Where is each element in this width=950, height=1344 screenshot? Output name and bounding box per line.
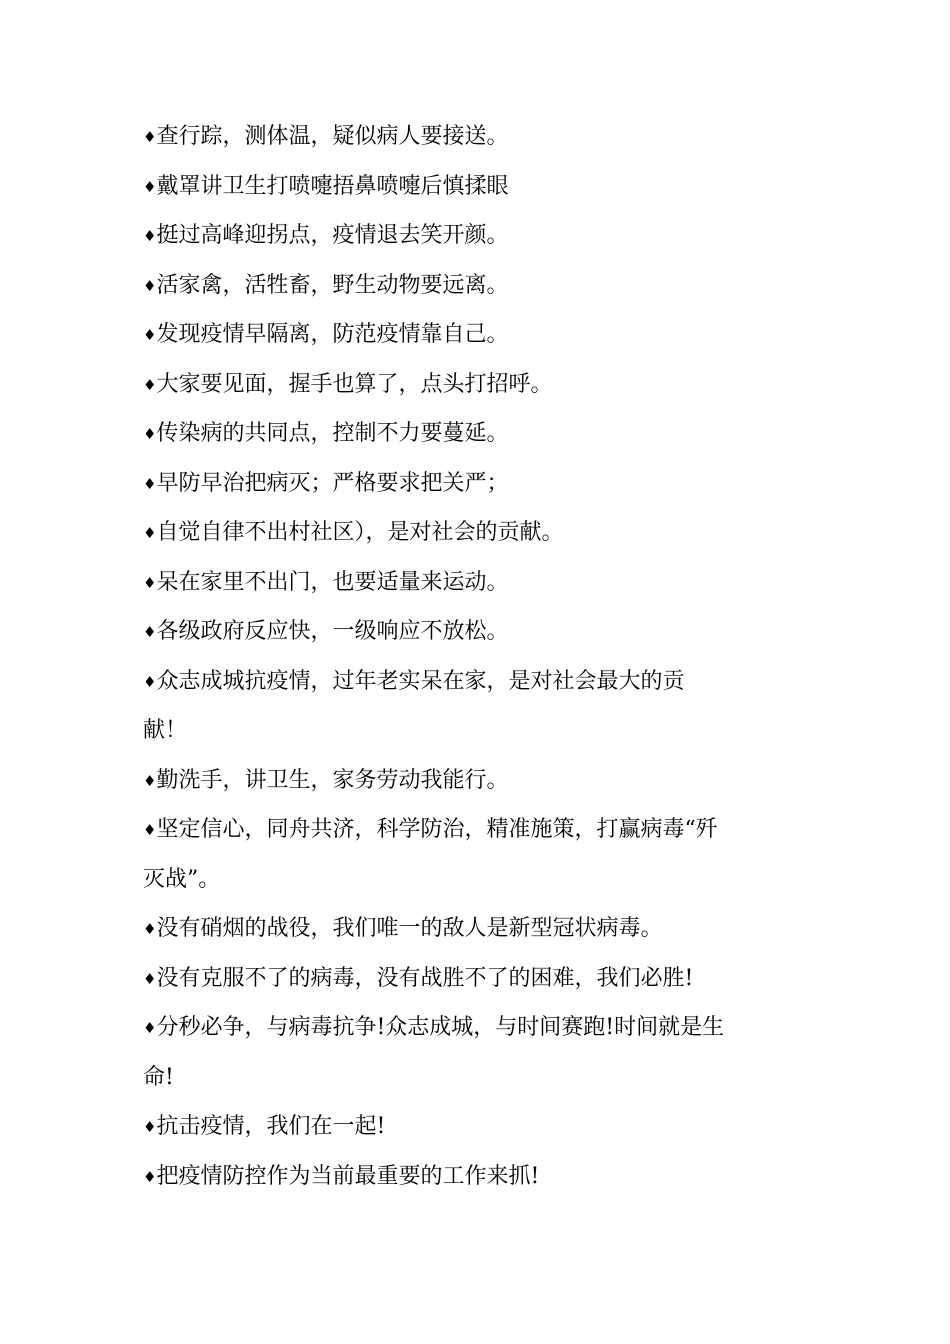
slogan-text: 命!	[143, 1064, 174, 1090]
slogan-item	[143, 112, 803, 162]
slogan-text: 大家要见面，握手也算了，点头打招呼。	[156, 371, 553, 397]
slogan-text: 早防早治把病灭；严格要求把关严；	[156, 470, 509, 496]
diamond-bullet-icon: ♦	[143, 276, 157, 295]
slogan-item	[143, 261, 803, 311]
slogan-item	[143, 310, 803, 360]
slogan-text: 传染病的共同点，控制不力要蔓延。	[156, 421, 509, 446]
slogan-text: 献！	[143, 718, 188, 743]
diamond-bullet-icon: ♦	[143, 969, 157, 988]
diamond-bullet-icon: ♦	[143, 623, 157, 641]
slogan-item	[143, 409, 803, 459]
slogan-item	[143, 1152, 803, 1202]
diamond-bullet-icon: ♦	[143, 375, 157, 394]
diamond-bullet-icon: ♦	[143, 474, 157, 493]
slogan-text: 灭战”。	[143, 866, 221, 892]
slogan-item	[143, 211, 803, 261]
slogan-text: 坚定信心，同舟共济，科学防治，精准施策，打赢病毒“歼	[156, 817, 718, 842]
diamond-bullet-icon: ♦	[143, 1118, 157, 1136]
slogan-item	[143, 1102, 803, 1152]
slogan-text: 查行踪，测体温，疑似病人要接送。	[156, 124, 509, 149]
slogan-text: 活家禽，活牲畜，野生动物要远离。	[156, 272, 509, 298]
diamond-bullet-icon: ♦	[143, 821, 157, 839]
slogan-item-continuation	[143, 1053, 803, 1103]
slogan-item	[143, 162, 803, 212]
diamond-bullet-icon: ♦	[143, 425, 157, 443]
slogan-text: 把疫情防控作为当前最重要的工作来抓!	[156, 1163, 540, 1189]
slogan-text: 发现疫情早隔离，防范疫情靠自己。	[156, 322, 509, 347]
slogan-list	[143, 112, 803, 1201]
diamond-bullet-icon: ♦	[143, 771, 157, 790]
diamond-bullet-icon: ♦	[143, 128, 157, 146]
diamond-bullet-icon: ♦	[143, 524, 157, 542]
diamond-bullet-icon: ♦	[143, 1019, 157, 1037]
diamond-bullet-icon: ♦	[143, 1167, 157, 1186]
slogan-text: 勤洗手，讲卫生，家务劳动我能行。	[156, 767, 509, 793]
slogan-item	[143, 360, 803, 410]
slogan-text: 没有硝烟的战役，我们唯一的敌人是新型冠状病毒。	[156, 916, 663, 941]
slogan-item-continuation	[143, 706, 803, 756]
slogan-item	[143, 756, 803, 806]
slogan-text: 呆在家里不出门，也要适量来运动。	[156, 569, 509, 595]
slogan-item	[143, 459, 803, 509]
diamond-bullet-icon: ♦	[143, 177, 157, 196]
slogan-item-continuation	[143, 855, 803, 905]
slogan-item	[143, 508, 803, 558]
slogan-item	[143, 657, 803, 707]
diamond-bullet-icon: ♦	[143, 573, 157, 592]
slogan-text: 戴罩讲卫生打喷嚏捂鼻喷嚏后慎揉眼	[156, 173, 509, 199]
slogan-text: 分秒必争，与病毒抗争!众志成城，与时间赛跑!时间就是生	[156, 1015, 725, 1040]
slogan-item	[143, 904, 803, 954]
diamond-bullet-icon: ♦	[143, 326, 157, 344]
slogan-item	[143, 607, 803, 657]
slogan-item	[143, 954, 803, 1004]
slogan-text: 没有克服不了的病毒，没有战胜不了的困难，我们必胜!	[156, 965, 694, 991]
slogan-item	[143, 558, 803, 608]
slogan-text: 自觉自律不出村社区），是对社会的贡献。	[156, 520, 564, 545]
slogan-text: 挺过高峰迎拐点，疫情退去笑开颜。	[156, 223, 509, 248]
diamond-bullet-icon: ♦	[143, 227, 157, 245]
diamond-bullet-icon: ♦	[143, 920, 157, 938]
slogan-text: 各级政府反应快，一级响应不放松。	[156, 619, 509, 644]
slogan-text: 众志成城抗疫情，过年老实呆在家，是对社会最大的贡	[156, 668, 685, 694]
slogan-item	[143, 1003, 803, 1053]
diamond-bullet-icon: ♦	[143, 672, 157, 691]
slogan-item	[143, 805, 803, 855]
slogan-text: 抗击疫情，我们在一起!	[156, 1114, 386, 1139]
